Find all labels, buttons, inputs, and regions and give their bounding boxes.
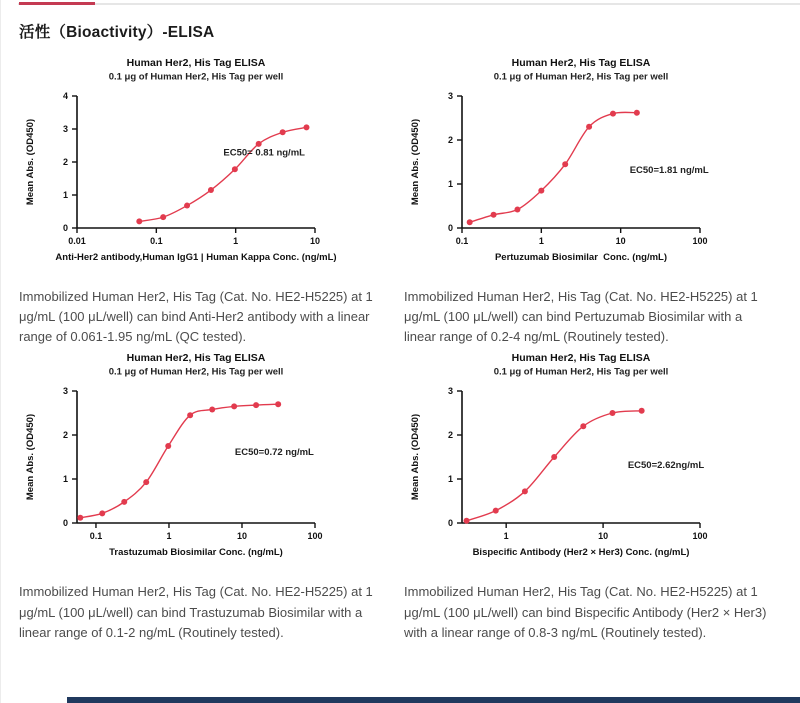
x-tick-label: 0.1 <box>150 236 163 246</box>
dose-response-curve <box>467 411 642 521</box>
figure-bispecific-elisa <box>404 347 789 568</box>
y-tick-label: 1 <box>447 179 453 190</box>
data-point <box>514 207 520 213</box>
y-tick-label: 0 <box>447 518 453 529</box>
data-point <box>562 161 568 167</box>
y-tick-label: 4 <box>62 91 68 102</box>
data-point <box>303 124 309 130</box>
y-tick-label: 3 <box>62 124 68 135</box>
x-axis-label: Bispecific Antibody (Her2 × Her3) Conc. (ng/mL) <box>472 547 690 559</box>
data-point <box>538 188 544 194</box>
x-tick-label: 0.1 <box>89 531 103 542</box>
figure-caption-trastuzumab: Immobilized Human Her2, His Tag (Cat. No. HE2-H5225) at 1 μg/mL (100 μL/well) can bind Trastuzumab Biosimilar with a linear range of 0.1-2 ng/mL (Routinely tested). <box>19 584 373 640</box>
x-axis-label: Trastuzumab Biosimilar Conc. (ng/mL) <box>109 547 283 559</box>
y-axis-label: Mean Abs. (OD450) <box>410 414 421 501</box>
x-tick-label: 10 <box>615 236 626 246</box>
y-tick-label: 1 <box>62 190 68 201</box>
data-point <box>610 111 616 117</box>
ec50-annotation: EC50=0.72 ng/mL <box>234 447 314 459</box>
figure-grid <box>19 52 791 643</box>
y-tick-label: 2 <box>447 135 453 146</box>
data-point <box>634 110 640 116</box>
y-tick-label: 2 <box>447 430 453 441</box>
data-point <box>165 443 171 449</box>
y-axis-label: Mean Abs. (OD450) <box>410 118 421 206</box>
section-heading: 活性（Bioactivity）-ELISA <box>19 24 215 41</box>
data-point <box>231 404 237 410</box>
elisa-chart-pertuzumab <box>404 52 749 268</box>
data-point <box>280 129 286 135</box>
y-tick-label: 3 <box>62 386 68 397</box>
data-point <box>522 489 528 495</box>
figure-trastuzumab-elisa <box>19 347 404 568</box>
x-tick-label: 10 <box>598 531 609 542</box>
x-tick-label: 100 <box>692 236 708 246</box>
data-point <box>208 187 214 193</box>
figure-caption-pertuzumab: Immobilized Human Her2, His Tag (Cat. No. HE2-H5225) at 1 μg/mL (100 μL/well) can bind Pertuzumab Biosimilar with a linear range of 0.2-4 ng/mL (Routinely tested). <box>404 289 758 345</box>
dose-response-curve <box>470 112 637 222</box>
data-point <box>639 408 645 414</box>
x-axis-label: Anti-Her2 antibody,Human IgG1 | Human Kappa Conc. (ng/mL) <box>55 252 337 263</box>
y-tick-label: 3 <box>447 91 453 102</box>
x-tick-label: 0.01 <box>68 236 86 246</box>
data-point <box>160 214 166 220</box>
y-tick-label: 1 <box>62 474 68 485</box>
chart-subtitle: 0.1 μg of Human Her2, His Tag per well <box>493 366 669 378</box>
data-point <box>580 424 586 430</box>
y-tick-label: 0 <box>447 223 453 234</box>
data-point <box>464 518 470 524</box>
x-tick-label: 0.1 <box>455 236 469 246</box>
data-point <box>99 511 105 517</box>
y-axis-label: Mean Abs. (OD450) <box>25 414 36 501</box>
chart-title: Human Her2, His Tag ELISA <box>511 352 651 365</box>
data-point <box>609 410 615 416</box>
y-tick-label: 3 <box>447 386 453 397</box>
data-point <box>143 480 149 486</box>
y-tick-label: 2 <box>62 157 68 168</box>
data-point <box>493 508 499 514</box>
data-point <box>184 203 190 209</box>
x-tick-label: 10 <box>236 531 247 542</box>
y-tick-label: 2 <box>62 430 68 441</box>
x-tick-label: 1 <box>166 531 172 542</box>
x-tick-label: 10 <box>309 236 321 246</box>
data-point <box>232 166 238 172</box>
chart-title: Human Her2, His Tag ELISA <box>126 352 266 365</box>
data-point <box>209 407 215 413</box>
x-tick-label: 1 <box>503 531 509 542</box>
figure-anti-her2-elisa <box>19 52 404 273</box>
data-point <box>136 218 142 224</box>
y-tick-label: 0 <box>62 223 68 234</box>
next-section-top-edge <box>67 697 800 703</box>
data-point <box>275 402 281 408</box>
data-point <box>77 515 83 521</box>
elisa-chart-bispecific <box>404 347 749 563</box>
section-divider-line <box>18 3 800 5</box>
ec50-annotation: EC50= 0.81 ng/mL <box>223 147 305 159</box>
x-tick-label: 1 <box>233 236 239 246</box>
y-tick-label: 0 <box>62 518 68 529</box>
figure-caption-anti-her2: Immobilized Human Her2, His Tag (Cat. No. HE2-H5225) at 1 μg/mL (100 μL/well) can bind Anti-Her2 antibody with a linear range of 0.061-1.95 ng/mL (QC tested). <box>19 289 373 345</box>
chart-title: Human Her2, His Tag ELISA <box>511 57 651 69</box>
section-accent-line <box>19 2 95 5</box>
data-point <box>253 403 259 409</box>
chart-subtitle: 0.1 μg of Human Her2, His Tag per well <box>493 71 669 83</box>
dose-response-curve <box>139 127 306 221</box>
data-point <box>586 124 592 130</box>
elisa-chart-trastuzumab <box>19 347 364 563</box>
y-tick-label: 1 <box>447 474 453 485</box>
x-axis-label: Pertuzumab Biosimilar Conc. (ng/mL) <box>494 252 668 263</box>
figure-pertuzumab-elisa <box>404 52 789 273</box>
data-point <box>121 499 127 505</box>
x-tick-label: 1 <box>538 236 544 246</box>
chart-title: Human Her2, His Tag ELISA <box>126 57 266 69</box>
dose-response-curve <box>80 405 278 519</box>
elisa-chart-anti-her2 <box>19 52 364 268</box>
chart-subtitle: 0.1 μg of Human Her2, His Tag per well <box>108 71 284 83</box>
data-point <box>491 212 497 218</box>
data-point <box>551 454 557 460</box>
x-tick-label: 100 <box>307 531 323 542</box>
y-axis-label: Mean Abs. (OD450) <box>25 118 36 206</box>
data-point <box>467 219 473 225</box>
data-point <box>187 413 193 419</box>
ec50-annotation: EC50=2.62ng/mL <box>627 460 705 472</box>
ec50-annotation: EC50=1.81 ng/mL <box>629 165 709 176</box>
figure-caption-bispecific: Immobilized Human Her2, His Tag (Cat. No. HE2-H5225) at 1 μg/mL (100 μL/well) can bind Bispecific Antibody (Her2 × Her3) with a linear range of 0.8-3 ng/mL (Routinely tested). <box>404 584 767 640</box>
data-point <box>256 141 262 147</box>
chart-subtitle: 0.1 μg of Human Her2, His Tag per well <box>108 366 284 378</box>
x-tick-label: 100 <box>692 531 708 542</box>
